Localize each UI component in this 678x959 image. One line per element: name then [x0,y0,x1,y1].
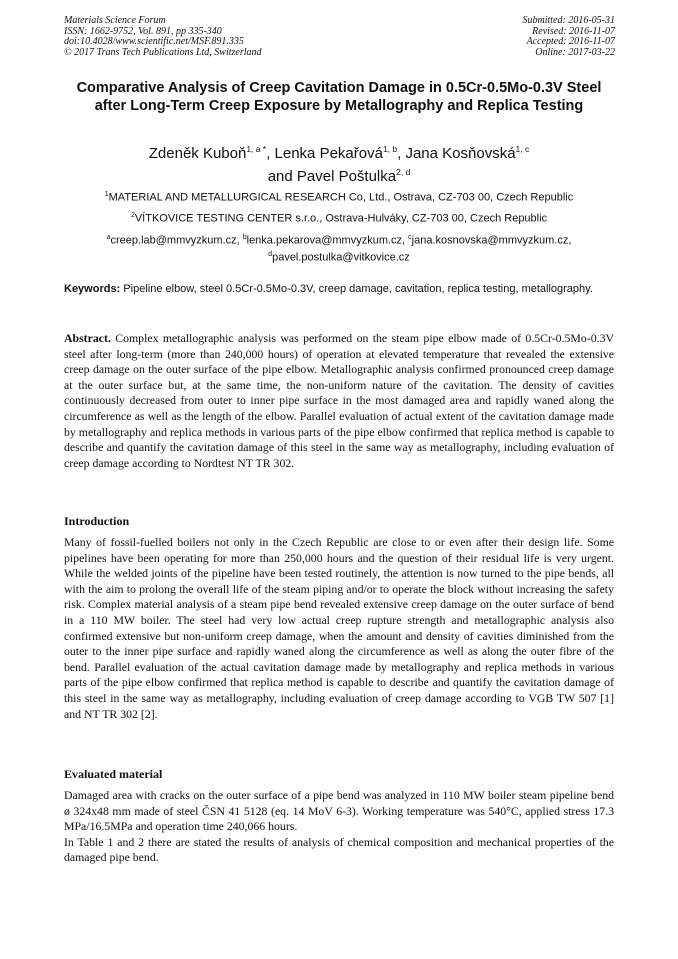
affil-sup: 1 [104,191,109,198]
author-separator: , [397,145,406,162]
author-and: and [267,168,297,185]
author-separator: , [266,145,275,162]
author-affil-sup: 1, a * [246,144,267,154]
date-submitted: Submitted: 2016-05-31 [522,15,615,26]
dates-header [523,16,616,58]
journal-header [64,16,262,58]
author-affil-sup: 2, d [396,167,411,177]
introduction-text: Many of fossil-fuelled boilers not only in the Czech Republic are close to or even after their design life. Some pipelines have been operating for more than 250,000 hours and the question of their residual life is very urgent. While the welded joints of the pipeline have been tested routinely, the attention is now turned to the pipe bends, all with the aim to prolong the overall life of the steam piping and/or to operate the block without increasing the safety risk. Complex material analysis of a steam pipe bend revealed extensive creep damage on the outer surface of bend in a 110 MW boiler. The steel had very low actual creep rupture strength and metallographic analysis also confirmed extensive but non-uniform creep damage, when the amount and density of cavities diminished from the outer to the inner pipe surface and rapidly waned along the circumference as well as along the outer fibre of the bend. Parallel evaluation of the actual cavitation damage made by metallography and replica methods in various parts of the pipe elbow confirmed that replica method is capable to describe and quantify the cavitation damage of this steel in the same way as metallography, including evaluation of creep damage according to VGB TW 507 [1] and NT TR 302 [2]. [64,535,614,721]
affil-sup: 2 [130,212,135,219]
affiliation-2 [60,209,618,226]
journal-issn: ISSN: 1662-9752, Vol. 891, pp 335-340 [64,25,222,37]
email-link[interactable]: creep.lab@mmvyzkum.cz, [110,234,243,247]
email-sup: c [408,234,412,241]
keywords-label: Keywords: [64,283,121,295]
email-link[interactable]: jana.kosnovska@mmvyzkum.cz, [411,234,572,247]
journal-doi[interactable]: doi:10.4028/www.scientific.net/MSF.891.335 [64,36,244,47]
email-link[interactable]: pavel.postulka@vitkovice.cz [272,251,410,264]
email-sup: b [242,234,247,241]
evaluated-material-text [64,788,614,866]
evaluated-material-p2: In Table 1 and 2 there are stated the results of analysis of chemical composition and mechanical properties of the damaged pipe bend. [64,834,614,865]
author-list [60,140,618,186]
evaluated-material-heading: Evaluated material [64,767,163,781]
introduction-heading: Introduction [64,514,130,528]
author-affil-sup: 1, c [515,144,530,154]
email-sup: d [268,250,273,258]
paper-title: Comparative Analysis of Creep Cavitation Damage in 0.5Cr-0.5Mo-0.3V Steel after Long-Term Creep Exposure by Metallography and Replica Testing [76,80,602,114]
abstract-text: Complex metallographic analysis was performed on the steam pipe elbow made of 0.5Cr-0.5Mo-0.3V steel after long-term (more than 240,000 hours) of operation at elevated temperature that revealed the extensive creep damage on the outer surface of the pipe elbow. Metallographic analysis confirmed pronounced creep damage at the outer surface but, at the same time, the non-uniform nature of the cavitation. The density of cavities continuously decreased from outer to inner pipe surface in the most damaged area and rapidly waned along the circumference as well as the length of the elbow. Parallel evaluation of actual extent of the cavitation damage made by metallography and replica methods in various parts of the pipe elbow confirmed that replica method is capable to describe and quantify the cavitation damage of this steel in the same way as metallography, including evaluation of creep damage according to Nordtest NT TR 302. [64,331,614,470]
author-name: Zdeněk Kuboň [148,145,247,162]
evaluated-material-p1: Damaged area with cracks on the outer surface of a pipe bend was analyzed in 110 MW boiler steam pipeline bend ø 324x48 mm made of steel ČSN 41 5128 (eq. 14 MoV 6-3). Working temperature was 540°C, applied stress 17.3 MPa/16.5MPa and operation time 240,066 hours. [64,788,614,834]
keywords-text: Pipeline elbow, steel 0.5Cr-0.5Mo-0.3V, creep damage, cavitation, replica testing, metallography. [120,283,593,295]
affiliation-1 [60,188,618,205]
abstract-label: Abstract. [64,331,111,345]
affil-text: VÍTKOVICE TESTING CENTER s.r.o., Ostrava-Hulváky, CZ-703 00, Czech Republic [134,212,548,225]
email-list [60,231,618,264]
date-online: Online: 2017-03-22 [535,46,615,58]
journal-name: Materials Science Forum [64,15,166,26]
journal-copyright: © 2017 Trans Tech Publications Ltd, Switzerland [64,46,262,58]
keywords [64,282,614,296]
author-affil-sup: 1, b [382,144,398,154]
author-name: Pavel Poštulka [296,168,397,185]
date-revised: Revised: 2016-11-07 [532,25,615,37]
abstract [64,331,614,471]
author-name: Jana Kosňovská [405,145,516,162]
email-sup: a [106,234,111,241]
author-name: Lenka Pekařová [274,145,383,162]
email-link[interactable]: lenka.pekarova@mmvyzkum.cz, [246,234,409,247]
affil-text: MATERIAL AND METALLURGICAL RESEARCH Co, Ltd., Ostrava, CZ-703 00, Czech Republic [108,191,574,204]
date-accepted: Accepted: 2016-11-07 [526,36,615,47]
